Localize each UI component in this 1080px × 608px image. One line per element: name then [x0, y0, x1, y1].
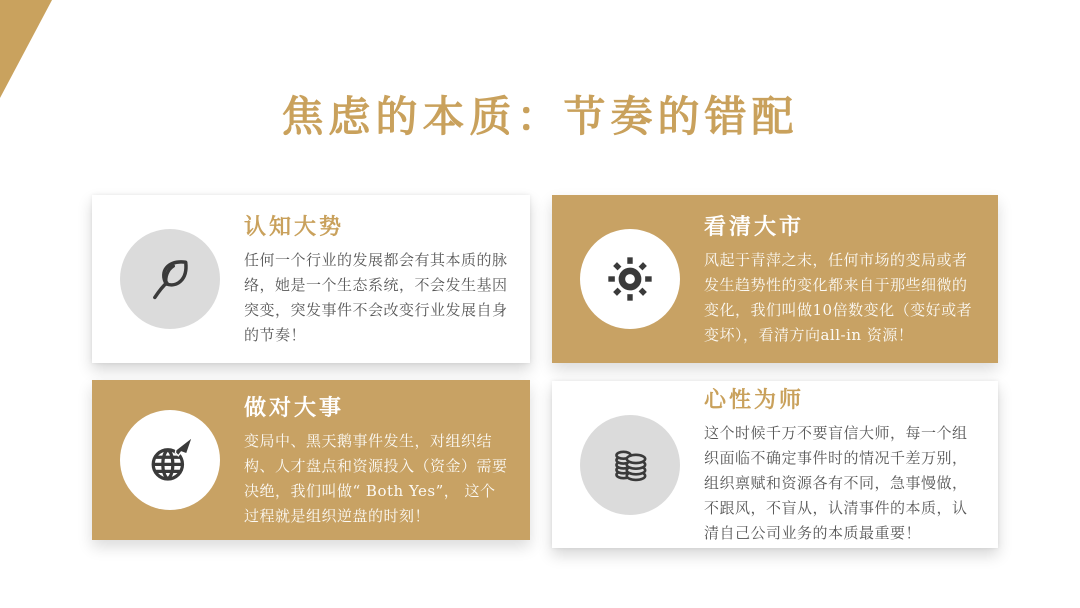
card-content [704, 202, 976, 357]
card-mindset-as-teacher [552, 381, 998, 548]
card-body: 任何一个行业的发展都会有其本质的脉络，她是一个生态系统，不会发生基因突变，突发事件不会改变行业发展自身的节奏！ [244, 250, 508, 345]
globe-plane-icon [144, 434, 196, 486]
icon-circle [120, 229, 220, 329]
card-title: 认知大势 [244, 213, 345, 240]
leaf-icon [144, 253, 196, 305]
card-body: 风起于青萍之末，任何市场的变局或者发生趋势性的变化都来自于那些细微的变化，我们叫做10倍数变化（变好或者变坏），看清方向all-in 资源！ [704, 250, 973, 345]
icon-circle [120, 410, 220, 510]
card-content [244, 202, 508, 357]
card-body: 变局中、黑天鹅事件发生，对组织结构、人才盘点和资源投入（资金）需要决绝，我们叫做“ Both Yes”， 这个过程就是组织逆盘的时刻！ [244, 431, 508, 526]
card-title: 看清大市 [704, 213, 805, 240]
page-title: 焦虑的本质：节奏的错配 [281, 92, 799, 141]
card-content [244, 383, 508, 538]
sun-icon [604, 253, 656, 305]
card-do-big-things-right [92, 380, 530, 540]
card-know-the-trend [92, 195, 530, 363]
icon-circle [580, 229, 680, 329]
card-content [704, 375, 976, 555]
card-body: 这个时候千万不要盲信大师，每一个组织面临不确定事件时的情况千差万别，组织禀赋和资源各有不同，急事慢做，不跟风，不盲从，认清事件的本质，认清自己公司业务的本质最重要！ [704, 423, 968, 543]
coins-icon [604, 439, 656, 491]
card-title: 做对大事 [244, 394, 345, 421]
card-title: 心性为师 [704, 386, 805, 413]
icon-circle [580, 415, 680, 515]
card-see-the-market [552, 195, 998, 363]
